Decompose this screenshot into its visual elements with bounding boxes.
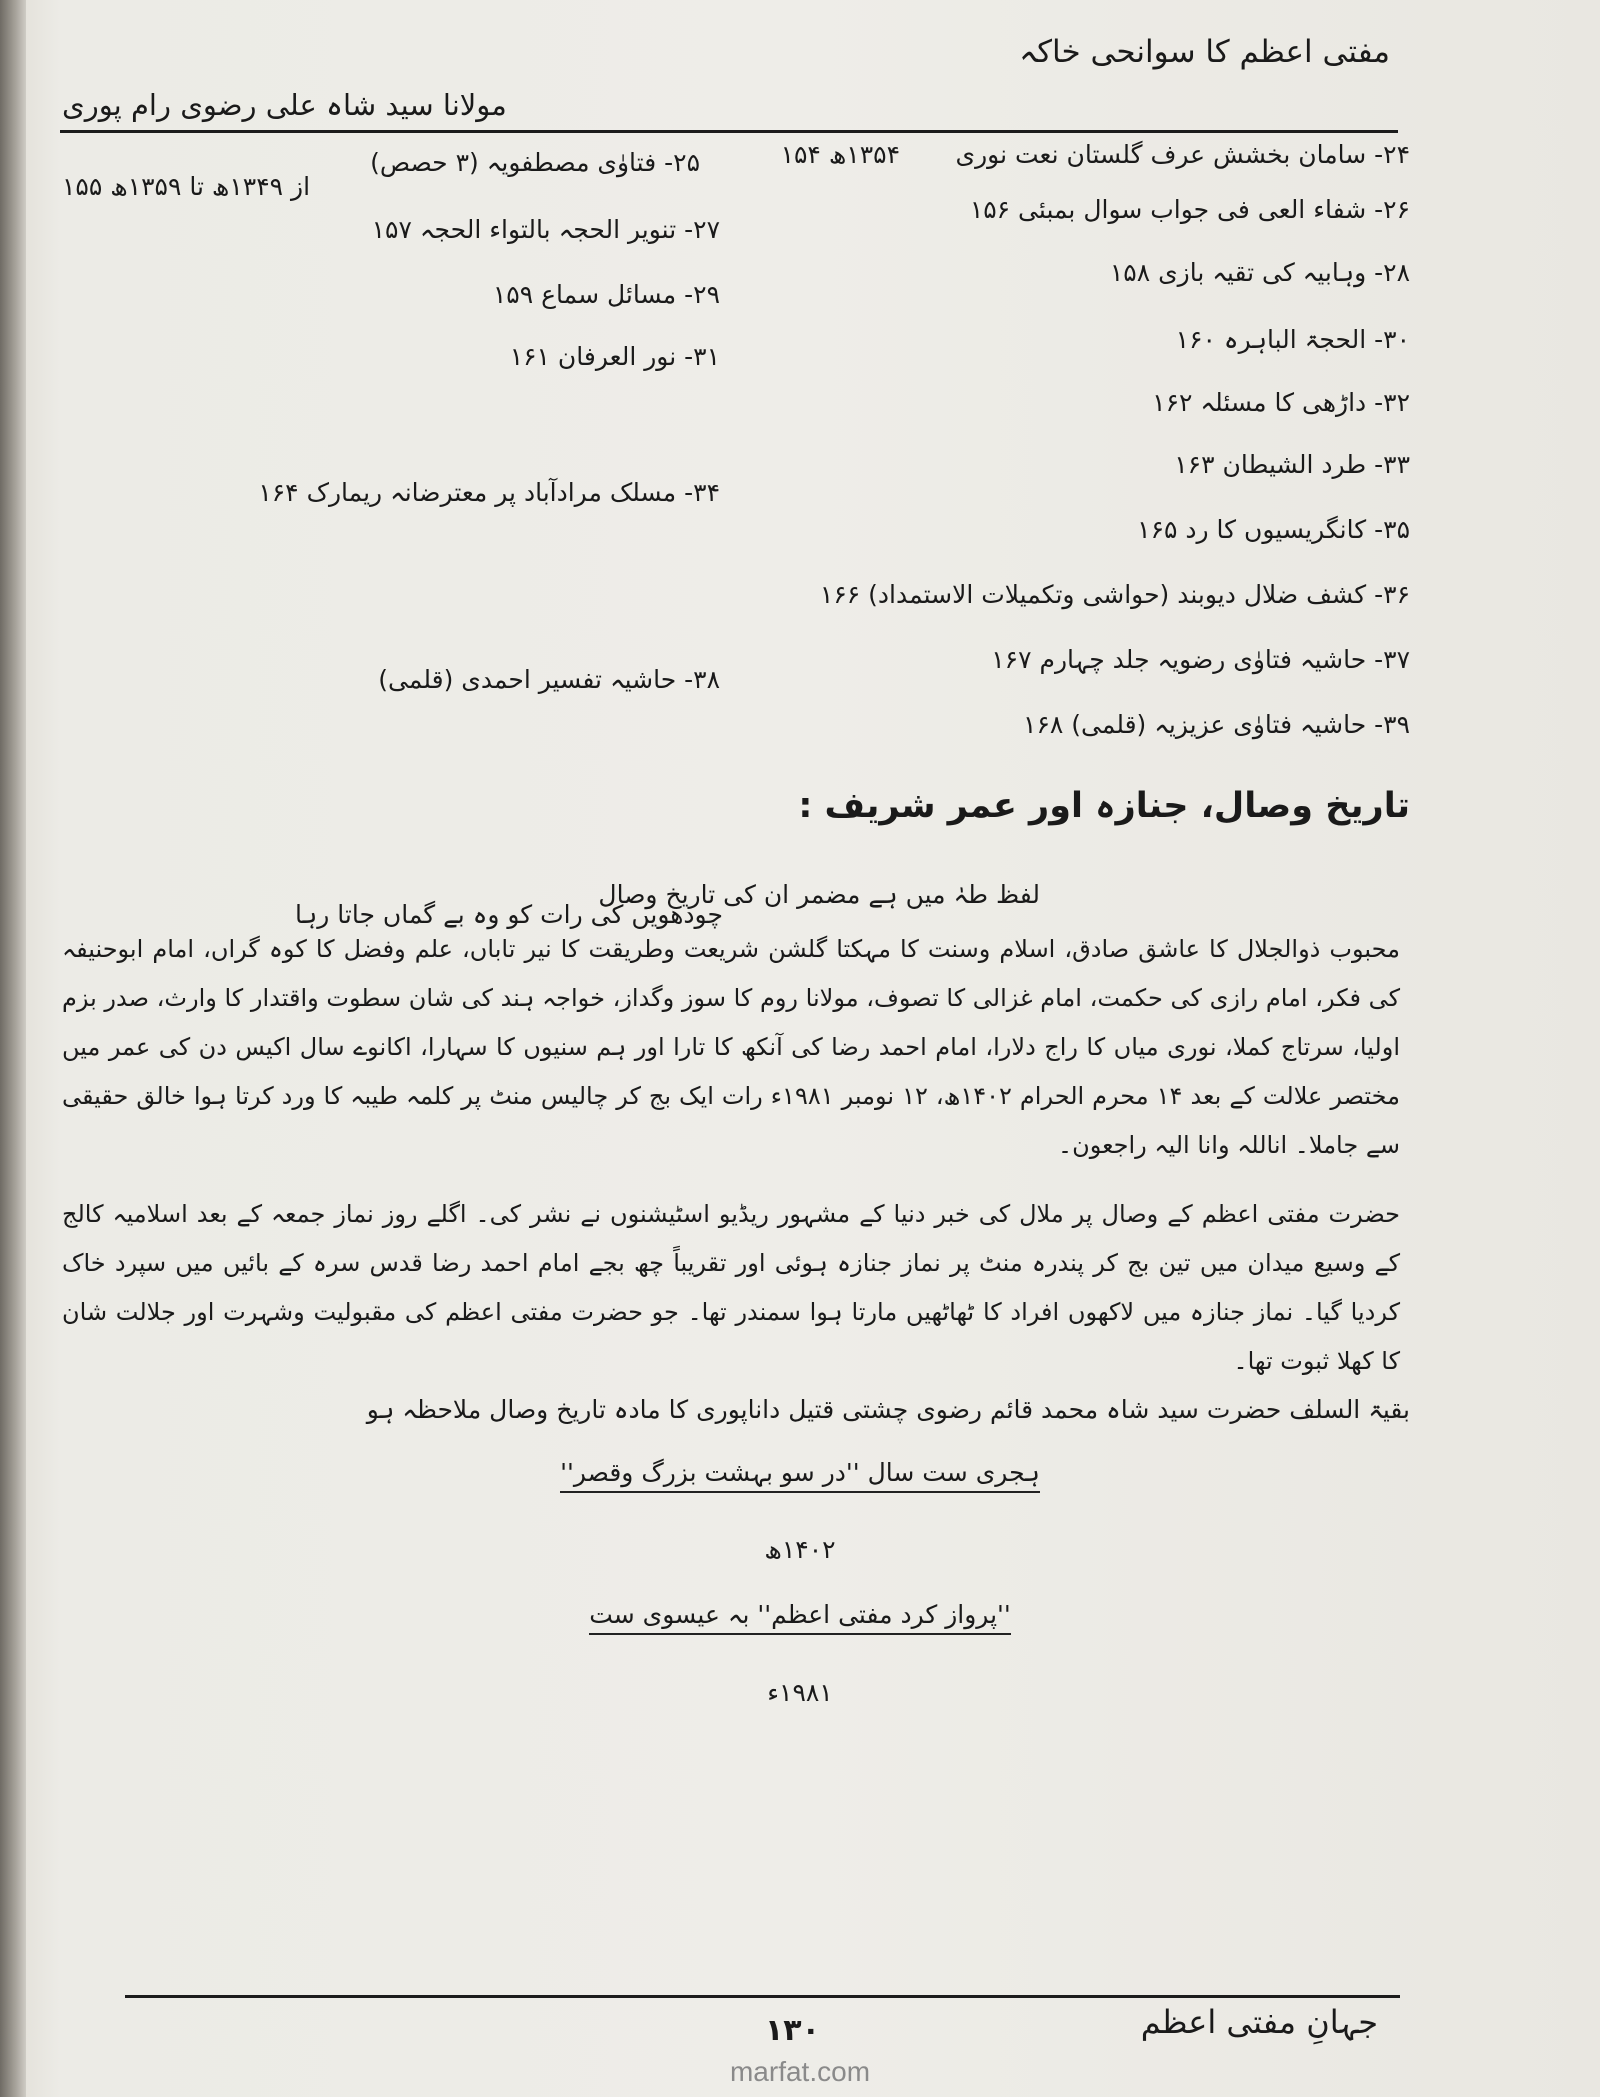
section-heading: تاریخ وصال، جنازہ اور عمر شریف :	[798, 786, 1410, 826]
chronogram-hijri-line	[0, 1458, 1600, 1493]
verse-line-1: لفظ طہٰ میں ہے مضمر ان کی تاریخ وصال	[598, 880, 1040, 909]
list-item-34: ۳۴- مسلک مرادآباد پر معترضانہ ریمارک ۱۶۴	[258, 478, 720, 507]
chronogram-gregorian-text: ''پرواز کرد مفتی اعظم'' بہ عیسوی ست	[589, 1600, 1011, 1635]
list-item-30: ۳۰- الحجۃ الباہرہ ۱۶۰	[1175, 325, 1410, 354]
list-item-26: ۲۶- شفاء العی فی جواب سوال بمبئی ۱۵۶	[969, 195, 1410, 224]
watermark: marfat.com	[729, 2056, 871, 2087]
list-item-31: ۳۱- نور العرفان ۱۶۱	[509, 342, 720, 371]
list-item-32: ۳۲- داڑھی کا مسئلہ ۱۶۲	[1152, 388, 1410, 417]
header-rule	[60, 130, 1398, 133]
book-binding-shadow	[0, 0, 26, 2097]
list-item-28: ۲۸- وہابیہ کی تقیہ بازی ۱۵۸	[1109, 258, 1410, 287]
list-item-33: ۳۳- طرد الشیطان ۱۶۳	[1174, 450, 1410, 479]
list-item-29: ۲۹- مسائل سماع ۱۵۹	[492, 280, 720, 309]
list-item-35: ۳۵- کانگریسیوں کا رد ۱۶۵	[1137, 515, 1410, 544]
paragraph-3: بقیۃ السلف حضرت سید شاہ محمد قائم رضوی چشتی قتیل داناپوری کا مادہ تاریخ وصال ملاحظہ ہو	[366, 1395, 1410, 1424]
footer-rule	[125, 1995, 1400, 1998]
chronogram-gregorian-line	[0, 1600, 1600, 1635]
list-item-36: ۳۶- کشف ضلال دیوبند (حواشی وتکمیلات الاستمداد) ۱۶۶	[819, 580, 1410, 609]
footer-book-title: جہانِ مفتی اعظم	[1140, 2003, 1378, 2041]
list-item-39: ۳۹- حاشیہ فتاوٰی عزیزیہ (قلمی) ۱۶۸	[1023, 710, 1410, 739]
verse-line-1b: چودھویں کی رات کو وہ بے گماں جاتا رہا	[295, 900, 723, 929]
list-item-27: ۲۷- تنویر الحجہ بالتواء الحجہ ۱۵۷	[371, 215, 720, 244]
list-item-37: ۳۷- حاشیہ فتاوٰی رضویہ جلد چہارم ۱۶۷	[991, 645, 1410, 674]
author-name: مولانا سید شاہ علی رضوی رام پوری	[62, 88, 507, 122]
list-item-24: ۲۴- سامان بخشش عرف گلستان نعت نوری	[955, 140, 1410, 169]
list-item-24-year: ۱۳۵۴ھ ۱۵۴	[780, 140, 900, 169]
paragraph-2: حضرت مفتی اعظم کے وصال پر ملال کی خبر دنیا کے مشہور ریڈیو اسٹیشنوں نے نشر کی۔ اگلے روز نماز جمعہ کے بعد اسلامیہ کالج کے وسیع میدان میں تین بج کر پندرہ منٹ پر نماز جنازہ ہوئی اور تقریباً چھ بجے امام احمد رضا قدس سرہ کے بائیں میں سپرد خاک کردیا گیا۔ نماز جنازہ میں لاکھوں افراد کا ٹھاٹھیں مارتا ہوا سمندر تھا۔ جو حضرت مفتی اعظم کی مقبولیت وشہرت اور جلالت شان کا کھلا ثبوت تھا۔	[62, 1200, 1400, 1375]
list-item-38: ۳۸- حاشیہ تفسیر احمدی (قلمی)	[378, 665, 720, 694]
page-number: ۱۳۰	[765, 2013, 820, 2048]
paragraph-1: محبوب ذوالجلال کا عاشق صادق، اسلام وسنت کا مہکتا گلشن شریعت وطریقت کا نیر تاباں، علم وفضل کا کوہ گراں، امام ابوحنیفہ کی فکر، امام رازی کی حکمت، امام غزالی کا تصوف، مولانا روم کا سوز وگداز، خواجہ ہند کی شان سطوت واقتدار کا وارث، صدر بزم اولیا، سرتاج کملا، نوری میاں کا راج دلارا، امام احمد رضا کی آنکھ کا تارا اور ہم سنیوں کا سہارا، اکانوے سال اکیس دن کی عمر میں مختصر علالت کے بعد ۱۴ محرم الحرام ۱۴۰۲ھ، ۱۲ نومبر ۱۹۸۱ء رات ایک بج کر چالیس منٹ پر کلمہ طیبہ کا ورد کرتا ہوا خالق حقیقی سے جاملا۔ اناللہ وانا الیہ راجعون۔	[62, 935, 1400, 1159]
hijri-year: ۱۴۰۲ھ	[764, 1535, 836, 1564]
running-header-title: مفتی اعظم کا سوانحی خاکہ	[1019, 34, 1390, 70]
list-item-25-range: از ۱۳۴۹ھ تا ۱۳۵۹ھ ۱۵۵	[62, 172, 311, 201]
chronogram-hijri-text: ہجری ست سال ''در سو بہشت بزرگ وقصر''	[560, 1458, 1040, 1493]
list-item-25: ۲۵- فتاوٰی مصطفویہ (۳ حصص)	[370, 148, 700, 177]
gregorian-year: ۱۹۸۱ء	[767, 1678, 833, 1707]
